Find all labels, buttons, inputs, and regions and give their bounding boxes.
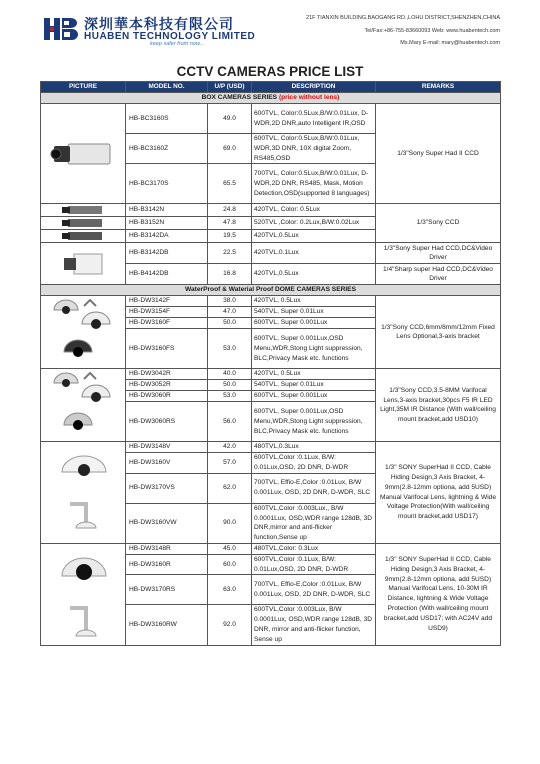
model-cell: HB-DW3052R [126, 380, 208, 391]
description-cell: 600TVL, Color:0.5Lux,B/W:0.01Lux, D-WDR,2D DNR,auto Intelligent IR,OSD [252, 104, 376, 134]
table-row [41, 104, 501, 134]
price-cell: 19.5 [208, 230, 252, 243]
price-cell: 62.0 [208, 473, 252, 503]
remarks-box-a: 1/3"Sony Super Had II CCD [376, 104, 501, 204]
description-cell: 600TVL, Color:0.5Lux,B/W:0.01Lux, WDR,3D DNR, 10X digital Zoom, RS485,OSD [252, 134, 376, 164]
price-cell: 53.0 [208, 391, 252, 402]
bullet-camera-image [41, 204, 126, 217]
model-cell: HB-DW3154F [126, 307, 208, 318]
col-remarks: REMARKS [376, 82, 501, 93]
col-price: U/P (USD) [208, 82, 252, 93]
dome-camera-icon [48, 296, 118, 368]
box-camera-image [41, 104, 126, 204]
company-name-en: HUABEN TECHNOLOGY LIMITED [84, 31, 256, 42]
model-cell: HB-DW3160RW [126, 605, 208, 645]
remarks-dome-b: 1/3"Sony CCD,3.5-8MM Varifocal Lens,3-axis bracket,30pcs F5 IR LED Light,35M IR Distance (With wall/ceiling mount bracket,add USD10) [376, 369, 501, 442]
price-table [40, 81, 501, 646]
ir-dome-camera-icon [48, 369, 118, 441]
section-note: (price without lens) [278, 94, 340, 102]
description-cell: 600TVL, Super 0.001Lux [252, 318, 376, 329]
company-address: 21F TIANXIN BUILDING,BAOGANG RD.,LOHU DISTRICT,SHENZHEN,CHINA [306, 15, 500, 21]
dome-camera-image [41, 296, 126, 369]
description-cell: 540TVL, Super 0.01Lux [252, 307, 376, 318]
description-cell: 700TVL, Effio-E,Color :0.01Lux, B/W 0.001Lux, OSD, 2D DNR, D-WDR, SLC [252, 575, 376, 605]
model-cell: HB-DW3160VW [126, 503, 208, 543]
price-cell: 50.0 [208, 318, 252, 329]
price-cell: 63.0 [208, 575, 252, 605]
table-row [41, 543, 501, 554]
model-cell: HB-DW3160V [126, 453, 208, 474]
bullet-camera-icon [58, 204, 108, 216]
price-cell: 38.0 [208, 296, 252, 307]
remarks-dome-d: 1/3" SONY SuperHad II CCD, Cable Hiding Design,3 Axis Bracket, 4-9mm(2.8-12mm optiona, add 5USD) Manual Varifocal Lens, 10-30M IR Distance, lightning & Wide Voltage Protection (With wall/ceiling mount bracket,add USD17; with AC24V add USD9) [376, 543, 501, 645]
model-cell: HB-DW3160F [126, 318, 208, 329]
description-cell: 480TVL,0.3Lux [252, 442, 376, 453]
description-cell: 420TVL, Color: 0.5Lux [252, 204, 376, 217]
description-cell: 700TVL, Effio-E,Color :0.01Lux, B/W 0.001Lux, OSD, 2D DNR, D-WDR, SLC [252, 473, 376, 503]
description-cell: 540TVL, Super 0.01Lux [252, 380, 376, 391]
vandal-dome-camera-image [41, 442, 126, 544]
table-header-row [41, 82, 501, 93]
description-cell: 520TVL ,Color: 0.2Lux,B/W:0.02Lux [252, 217, 376, 230]
model-cell: HB-DW3160FS [126, 329, 208, 369]
price-cell: 49.0 [208, 104, 252, 134]
bullet-camera-icon [58, 217, 108, 229]
description-cell: 420TVL,0.1Lux [252, 243, 376, 264]
description-cell: 420TVL,0.5Lux [252, 264, 376, 285]
col-model: MODEL NO. [126, 82, 208, 93]
model-cell: HB-DW3148V [126, 442, 208, 453]
table-row [41, 243, 501, 264]
price-cell: 22.5 [208, 243, 252, 264]
price-cell: 69.0 [208, 134, 252, 164]
model-cell: HB-DW3170VS [126, 473, 208, 503]
ir-vandal-dome-camera-image [41, 543, 126, 645]
model-cell: HB-DW3042R [126, 369, 208, 380]
price-cell: 45.0 [208, 543, 252, 554]
table-row [41, 204, 501, 217]
price-cell: 47.0 [208, 307, 252, 318]
description-cell: 600TVL,Color :0.1Lux, B/W: 0.01Lux,OSD, 2D DNR, D-WDR [252, 554, 376, 575]
price-cell: 40.0 [208, 369, 252, 380]
table-row [41, 296, 501, 307]
ir-dome-camera-image [41, 369, 126, 442]
price-cell: 57.0 [208, 453, 252, 474]
remarks-box-b: 1/3"Sony CCD [376, 204, 501, 243]
price-cell: 42.0 [208, 442, 252, 453]
price-cell: 65.5 [208, 164, 252, 204]
price-cell: 24.8 [208, 204, 252, 217]
model-cell: HB-B3142N [126, 204, 208, 217]
model-cell: HB-DW3170RS [126, 575, 208, 605]
box-camera-icon [48, 134, 118, 174]
model-cell: HB-DW3142F [126, 296, 208, 307]
description-cell: 420TVL,0.5Lux [252, 230, 376, 243]
remarks-box-d: 1/4"Sharp super Had CCD,DC&Video Driver [376, 264, 501, 285]
model-cell: HB-B3152N [126, 217, 208, 230]
remarks-box-c: 1/3"Sony Super Had CCD,DC&Video Driver [376, 243, 501, 264]
bullet-camera-icon [58, 230, 108, 242]
model-cell: HB-BC3160S [126, 104, 208, 134]
company-name-cn: 深圳華本科技有限公司 [84, 17, 234, 33]
price-cell: 56.0 [208, 402, 252, 442]
price-cell: 16.8 [208, 264, 252, 285]
description-cell: 600TVL, Super 0.001Lux,OSD Menu,WDR,Stong Light suppression, BLC,Privacy Mask etc. functions [252, 329, 376, 369]
price-cell: 47.8 [208, 217, 252, 230]
description-cell: 600TVL, Super 0.001Lux [252, 391, 376, 402]
description-cell: 480TVL,Color: 0.3Lux [252, 543, 376, 554]
price-cell: 92.0 [208, 605, 252, 645]
price-cell: 50.0 [208, 380, 252, 391]
model-cell: HB-BC3160Z [126, 134, 208, 164]
price-cell: 60.0 [208, 554, 252, 575]
contact-person: Ms.Mary E-mail: mary@huabentech.com [400, 40, 500, 46]
remarks-dome-a: 1/3"Sony CCD,6mm/8mm/12mm Fixed Lens Optional,3-axis bracket [376, 296, 501, 369]
letterhead [0, 0, 540, 58]
company-contact: Tel/Fax:+86-755-83660093 Web: www.huabentech.com [364, 28, 500, 34]
model-cell: HB-B4142DB [126, 264, 208, 285]
col-description: DESCRIPTION [252, 82, 376, 93]
description-cell: 600TVL,Color :0.003Lux,, B/W 0.0001Lux, OSD,WDR range 128dB, 3D DNR,mirror and anti-flicker function,Sense up [252, 503, 376, 543]
description-cell: 420TVL, 0.5Lux [252, 369, 376, 380]
model-cell: HB-BC3170S [126, 164, 208, 204]
bullet-camera-image [41, 217, 126, 230]
model-cell: HB-DW3060RS [126, 402, 208, 442]
model-cell: HB-DW3148R [126, 543, 208, 554]
board-camera-image [41, 243, 126, 285]
ir-vandal-dome-camera-icon [48, 544, 118, 644]
model-cell: HB-B3142DB [126, 243, 208, 264]
description-cell: 700TVL, Color:0.5Lux,B/W:0.01Lux, D-WDR,2D DNR, RS485, Mask, Motion Detection,OSD(supported 8 languages) [252, 164, 376, 204]
description-cell: 600TVL, Super 0.001Lux,OSD Menu,WDR,Stong Light suppression, BLC,Privacy Mask etc. functions [252, 402, 376, 442]
company-slogan: keep safer from now... [150, 41, 205, 47]
description-cell: 600TVL,Color :0.003Lux, B/W 0.0001Lux, OSD,WDR range 128dB, 3D DNR, mirror and anti-flicker function, Sense up [252, 605, 376, 645]
table-row [41, 442, 501, 453]
huaben-logo-icon [44, 16, 78, 42]
bullet-camera-image [41, 230, 126, 243]
remarks-dome-c: 1/3" SONY SuperHad II CCD, Cable Hiding Design,3 Axis Bracket, 4-9mm(2.8-12mm optiona, add 5USD) Manual Varifocal Lens, lightning & Wide Voltage Protection(With wall/ceiling mount bracket,add USD17) [376, 442, 501, 544]
section-box-cameras: BOX CAMERAS SERIES (price without lens) [41, 93, 501, 104]
board-camera-icon [58, 246, 108, 282]
description-cell: 600TVL,Color :0.1Lux, B/W: 0.01Lux,OSD, 2D DNR, D-WDR [252, 453, 376, 474]
model-cell: HB-DW3060R [126, 391, 208, 402]
price-cell: 90.0 [208, 503, 252, 543]
description-cell: 420TVL, 0.5Lux [252, 296, 376, 307]
section-dome-cameras: WaterProof & Waterial Proof DOME CAMERAS SERIES [41, 285, 501, 296]
price-cell: 53.0 [208, 329, 252, 369]
model-cell: HB-DW3160R [126, 554, 208, 575]
model-cell: HB-B3142DA [126, 230, 208, 243]
col-picture: PICTURE [41, 82, 126, 93]
table-row [41, 369, 501, 380]
vandal-dome-camera-icon [48, 450, 118, 536]
page-title: CCTV CAMERAS PRICE LIST [176, 64, 364, 79]
